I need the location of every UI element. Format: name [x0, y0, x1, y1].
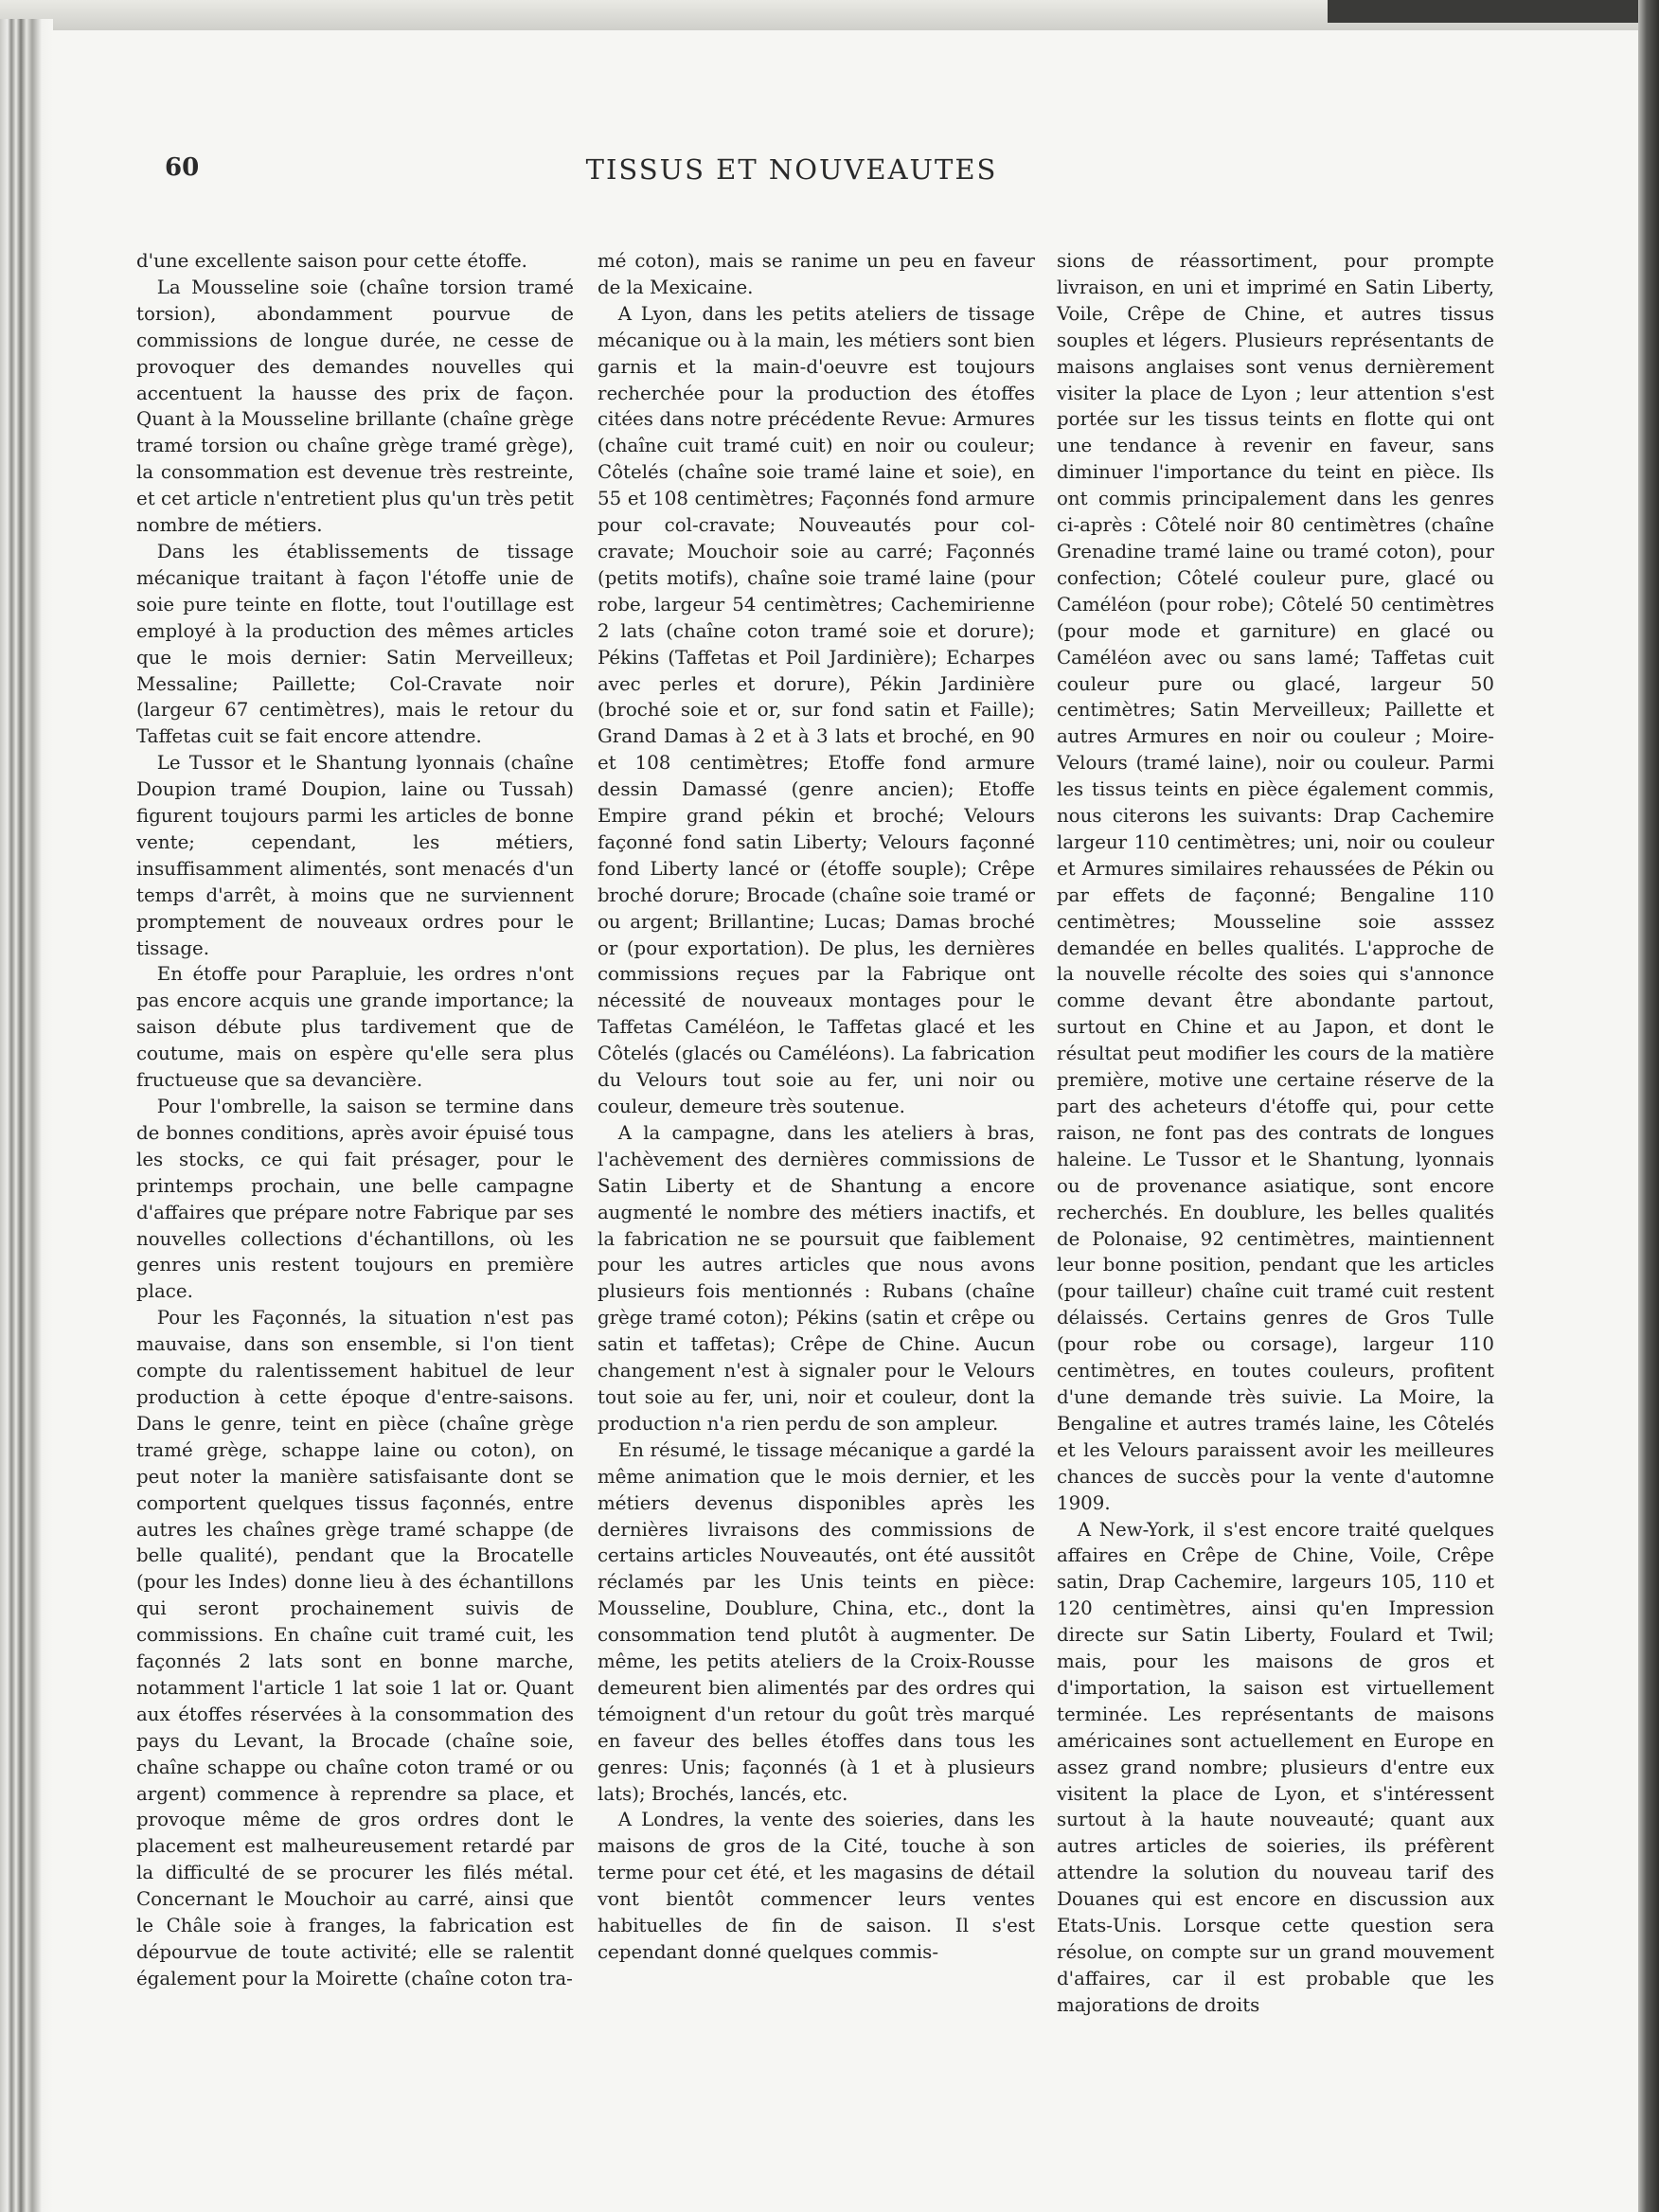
paragraph: d'une excellente saison pour cette étoffe. — [136, 250, 527, 272]
page-number: 60 — [165, 153, 200, 182]
book-binding-edge — [0, 19, 53, 2212]
paragraph: A Lyon, dans les petits ateliers de tissage mécanique ou à la main, les métiers sont bien garnis et la main-d'oeuvre est toujours recherchée pour la production des étoffes citées dans notre précédente Revue: Armures (chaîne cuit tramé cuit) en noir ou couleur; Côtelés (chaîne soie tramé laine et soie), en 55 et 108 centimètres; Façonnés fond armure pour col-cravate; Nouveautés pour col-cravate; Mouchoir soie au carré; Façonnés (petits motifs), chaîne soie tramé laine (pour robe, largeur 54 centimètres; Cachemirienne 2 lats (chaîne coton tramé soie et dorure); Pékins (Taffetas et Poil Jardinière); Echarpes avec perles et dorure), Pékin Jardinière (broché soie et or, sur fond satin et Faille); Grand Damas à 2 et à 3 lats et broché, en 90 et 108 centimètres; Etoffe fond armure dessin Damassé (genre ancien); Etoffe Empire grand pékin et broché; Velours façonné fond satin Liberty; Velours façonné fond Liberty lancé or (étoffe souple); Crêpe broché dorure; Brocade (chaîne soie tramé or ou argent; Brillantine; Lucas; Damas broché or (pour exportation). De plus, les dernières commissions reçues par la Fabrique ont nécessité de nouveaux montages pour le Taffetas Caméléon, le Taffetas glacé et les Côtelés (glacés ou Caméléons). La fabrication du Velours tout soie au fer, uni noir ou couleur, demeure très soutenue. — [598, 302, 1035, 1117]
paragraph: En résumé, le tissage mécanique a gardé la même animation que le mois dernier, et les métiers devenus disponibles après les dernières livraisons des commissions de certains articles Nouveautés, ont été aussitôt réclamés par les Unis teints en pièce: Mousseline, Doublure, China, etc., dont la consommation tend plutôt à augmenter. De même, les petits ateliers de la Croix-Rousse demeurent bien alimentés par des ordres qui témoignent d'un retour du goût très marqué en faveur des belles étoffes dans tous les genres: Unis; façonnés (à 1 et à plusieurs lats); Brochés, lancés, etc. — [598, 1438, 1035, 1805]
paragraph: A New-York, il s'est encore traité quelques affaires en Crêpe de Chine, Voile, Crêpe satin, Drap Cachemire, largeurs 105, 110 et 120 centimètres, ainsi qu'en Impression directe sur Satin Liberty, Foulard et Twil; mais, pour les maisons de gros et d'importation, la saison est virtuellement terminée. Les représentants de maisons américaines sont actuellement en Europe en assez grand nombre; plusieurs d'entre eux visitent la place de Lyon, et s'intéressent surtout à la haute nouveauté; quant aux autres articles de soieries, ils préfèrent attendre la solution du nouveau tarif des Douanes qui est encore en discussion aux Etats-Unis. Lorsque cette question sera résolue, on compte sur un grand mouvement d'affaires, car il est probable que les majorations de droits — [1057, 1518, 1494, 2016]
paragraph: En étoffe pour Parapluie, les ordres n'ont pas encore acquis une grande importance; la saison débute plus tardivement que de coutume, mais on espère qu'elle sera plus fructueuse que sa devancière. — [136, 963, 574, 1092]
scan-right-shadow — [1638, 0, 1659, 2212]
page-sheet — [53, 30, 1638, 2212]
paragraph: A Londres, la vente des soieries, dans les maisons de gros de la Cité, touche à son terme pour cet été, et les magasins de détail vont bientôt commencer leurs ventes habituelles de fin de saison. Il s'est cependant donné quelques commis- — [598, 1809, 1035, 1963]
paragraph: La Mousseline soie (chaîne torsion tramé torsion), abondamment pourvue de commissions de longue durée, ne cesse de provoquer des demandes nouvelles qui accentuent la hausse des prix de façon. Quant à la Mousseline brillante (chaîne grège tramé torsion ou chaîne grège tramé grège), la consommation est devenue très restreinte, et cet article n'entretient plus qu'un très petit nombre de métiers. — [136, 276, 574, 537]
text-column-1 — [136, 248, 574, 1992]
paragraph: A la campagne, dans les ateliers à bras, l'achèvement des dernières commissions de Satin Liberty et de Shantung a encore augmenté le nombre des métiers inactifs, et la fabrication ne se poursuit que faiblement pour les autres articles que nous avons plusieurs fois mentionnés : Rubans (chaîne grège tramé coton); Pékins (satin et crêpe ou satin et taffetas); Crêpe de Chine. Aucun changement n'est à signaler pour le Velours tout soie au fer, uni, noir et couleur, dont la production n'a rien perdu de son ampleur. — [598, 1121, 1035, 1435]
paragraph: Pour l'ombrelle, la saison se termine dans de bonnes conditions, après avoir épuisé tous les stocks, ce qui fait présager, pour le printemps prochain, une belle campagne d'affaires que prépare notre Fabrique par ses nouvelles collections d'échantillons, où les genres unis restent toujours en première place. — [136, 1096, 574, 1303]
paragraph: sions de réassortiment, pour prompte livraison, en uni et imprimé en Satin Liberty, Voile, Crêpe de Chine, et autres tissus souples et légers. Plusieurs représentants de maisons anglaises sont venus dernièrement visiter la place de Lyon ; leur attention s'est portée sur les tissus teints en flotte qui ont une tendance à revenir en faveur, sans diminuer l'importance du teint en pièce. Ils ont commis principalement dans les genres ci-après : Côtelé noir 80 centimètres (chaîne Grenadine tramé laine ou tramé coton), pour confection; Côtelé couleur pure, glacé ou Caméléon (pour robe); Côtelé 50 centimètres (pour mode et garniture) en glacé ou Caméléon avec ou sans lamé; Taffetas cuit couleur pure ou glacé, largeur 50 centimètres; Satin Merveilleux; Paillette et autres Armures en noir ou couleur ; Moire-Velours (tramé laine), noir ou couleur. Parmi les tissus teints en pièce également commis, nous citerons les suivants: Drap Cachemire largeur 110 centimètres; uni, noir ou couleur et Armures similaires rehaussées de Pékin ou par effets de façonné; Bengaline 110 centimètres; Mousseline soie asssez demandée en belles qualités. L'approche de la nouvelle récolte des soies qui s'annonce comme devant être abondante partout, surtout en Chine et au Japon, et dont le résultat peut modifier les cours de la matière première, motive une certaine réserve de la part des acheteurs d'étoffe qui, pour cette raison, ne font pas des contrats de longues haleine. Le Tussor et le Shantung, lyonnais ou de provenance asiatique, sont encore recherchés. En doublure, les belles qualités de Polonaise, 92 centimètres, maintiennent leur bonne position, pendant que les articles (pour tailleur) chaîne cuit tramé cuit restent délaissés. Certains genres de Gros Tulle (pour robe ou corsage), largeur 110 centimètres, en toutes couleurs, profitent d'une demande très suivie. La Moire, la Bengaline et autres tramés laine, les Côtelés et les Velours paraissent avoir les meilleures chances de succès pour la vente d'automne 1909. — [1057, 250, 1494, 1514]
running-head — [53, 153, 1638, 210]
text-column-2 — [598, 248, 1035, 1966]
paragraph: mé coton), mais se ranime un peu en faveur de la Mexicaine. — [598, 250, 1035, 298]
paragraph: Pour les Façonnés, la situation n'est pas mauvaise, dans son ensemble, si l'on tient compte du ralentissement habituel de leur production à cette époque d'entre-saisons. Dans le genre, teint en pièce (chaîne grège tramé grège, schappe laine ou coton), on peut noter la manière satisfaisante dont se comportent quelques tissus façonnés, entre autres les chaînes grège tramé schappe (de belle qualité), pendant que la Brocatelle (pour les Indes) donne lieu à des échantillons qui seront prochainement suivis de commissions. En chaîne cuit tramé cuit, les façonnés 2 lats sont en bonne marche, notamment l'article 1 lat soie 1 lat or. Quant aux étoffes réservées à la consommation des pays du Levant, la Brocade (chaîne soie, chaîne schappe ou chaîne coton tramé or ou argent) commence à reprendre sa place, et provoque même de gros ordres dont le placement est malheureusement retardé par la difficulté de se procurer les filés métal. Concernant le Mouchoir au carré, ainsi que le Châle soie à franges, la fabrication est dépourvue de toute activité; elle se ralentit également pour la Moirette (chaîne coton tra- — [136, 1307, 574, 1989]
text-column-3 — [1057, 248, 1494, 2019]
page-title: TISSUS ET NOUVEAUTES — [585, 153, 998, 186]
paragraph: Le Tussor et le Shantung lyonnais (chaîne Doupion tramé Doupion, laine ou Tussah) figurent toujours parmi les articles de bonne vente; cependant, les métiers, insuffisamment alimentés, sont menacés d'un temps d'arrêt, à moins que ne surviennent promptement de nouveaux ordres pour le tissage. — [136, 752, 574, 959]
paragraph: Dans les établissements de tissage mécanique traitant à façon l'étoffe unie de soie pure teinte en flotte, tout l'outillage est employé à la production des mêmes articles que le mois dernier: Satin Merveilleux; Messaline; Paillette; Col-Cravate noir (largeur 67 centimètres), mais le retour du Taffetas cuit se fait encore attendre. — [136, 540, 574, 748]
scan-dark-corner — [1328, 0, 1659, 23]
